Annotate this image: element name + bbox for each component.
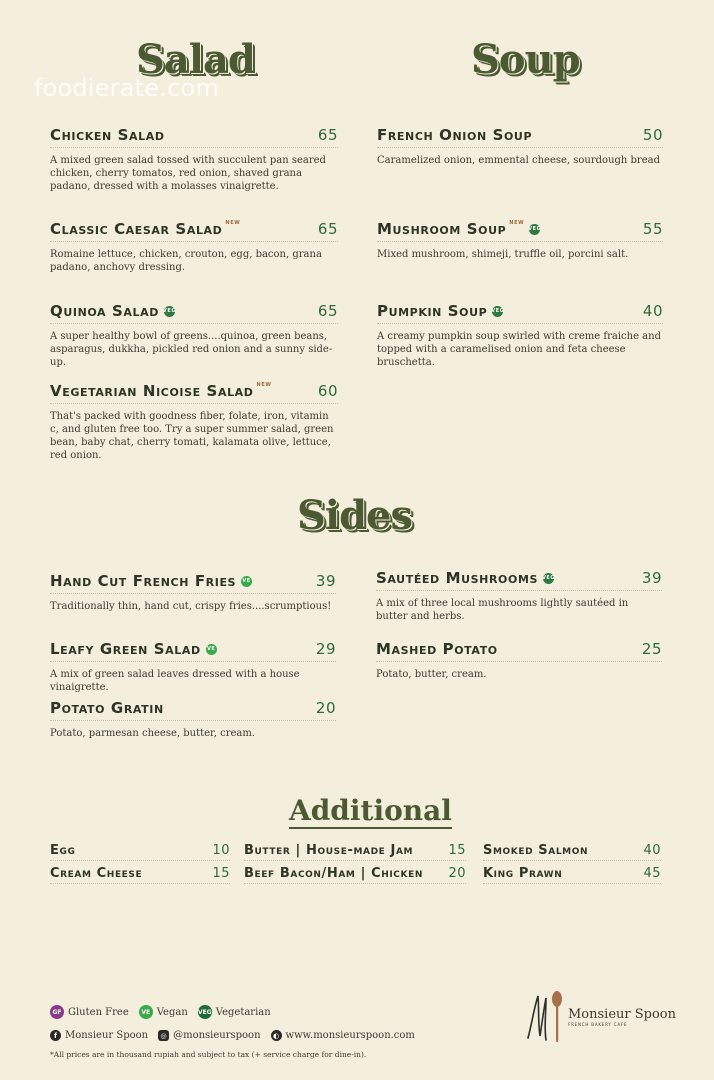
additional-item-smoked-salmon xyxy=(483,843,661,861)
item-description: Caramelized onion, emmental cheese, sourdough bread xyxy=(377,155,660,166)
menu-item-chicken-salad xyxy=(50,126,338,193)
new-tag: NEW xyxy=(256,382,272,388)
item-name: Beef Bacon/Ham | Chicken xyxy=(244,866,423,881)
additional-item-cream-cheese xyxy=(50,866,230,884)
item-description: A super healthy bowl of greens....quinoa, green beans, asparagus, dukkha, pickled red onion and a sunny side-up. xyxy=(50,331,333,368)
menu-item-potato-gratin xyxy=(50,699,336,740)
item-name: French Onion Soup xyxy=(377,126,533,144)
item-price: 15 xyxy=(448,843,466,858)
monogram-spoon-icon xyxy=(524,988,566,1046)
item-name: Mashed Potato xyxy=(376,640,498,658)
item-name: Potato Gratin xyxy=(50,699,164,717)
item-price: 20 xyxy=(315,699,336,717)
gluten-free-label: Gluten Free xyxy=(68,1006,129,1018)
brand-name: Monsieur Spoon xyxy=(568,1007,677,1022)
menu-item-pumpkin-soup xyxy=(377,302,663,369)
menu-item-mashed-potato xyxy=(376,640,662,681)
item-name: Chicken Salad xyxy=(50,126,165,144)
additional-heading: Additional xyxy=(289,794,452,827)
vegetarian-icon: VEG xyxy=(198,1005,212,1019)
item-price: 50 xyxy=(642,126,663,144)
item-price: 40 xyxy=(643,843,661,858)
item-name: Leafy Green Salad xyxy=(50,640,201,658)
item-name: Egg xyxy=(50,843,76,858)
additional-item-butter-jam xyxy=(244,843,466,861)
item-price: 20 xyxy=(448,866,466,881)
price-note: *All prices are in thousand rupiah and subject to tax (+ service charge for dine-in). xyxy=(50,1050,367,1059)
instagram-icon: ◎ xyxy=(158,1030,169,1041)
item-description: Mixed mushroom, shimeji, truffle oil, porcini salt. xyxy=(377,249,629,260)
facebook-icon: f xyxy=(50,1030,61,1041)
watermark: foodierate.com xyxy=(34,74,219,102)
item-price: 39 xyxy=(315,572,336,590)
item-description: A mix of three local mushrooms lightly sautéed in butter and herbs. xyxy=(376,598,629,622)
menu-item-hand-cut-french-fries xyxy=(50,572,336,613)
vegan-label: Vegan xyxy=(156,1006,188,1018)
gluten-free-icon: GF xyxy=(50,1005,64,1019)
facebook-link[interactable]: Monsieur Spoon xyxy=(65,1030,149,1041)
item-description: A creamy pumpkin soup swirled with creme fraiche and topped with a caramelised onion and feta cheese bruschetta. xyxy=(377,331,661,368)
vegetarian-icon: VEG xyxy=(492,306,503,317)
salad-heading: Salad xyxy=(136,36,255,83)
item-price: 55 xyxy=(642,220,663,238)
menu-item-leafy-green-salad xyxy=(50,640,336,694)
item-description: Traditionally thin, hand cut, crispy fries....scrumptious! xyxy=(50,601,332,612)
brand-subtitle: FRENCH BAKERY CAFE xyxy=(568,1022,628,1027)
item-name: Hand Cut French Fries xyxy=(50,572,237,590)
item-price: 65 xyxy=(317,126,338,144)
soup-heading: Soup xyxy=(471,36,580,83)
social-links xyxy=(50,1030,425,1041)
menu-item-mushroom-soup xyxy=(377,220,663,261)
website-link[interactable]: www.monsieurspoon.com xyxy=(285,1030,415,1041)
menu-item-quinoa-salad xyxy=(50,302,338,369)
item-price: 25 xyxy=(641,640,662,658)
dietary-legend xyxy=(50,1005,281,1019)
item-name: Smoked Salmon xyxy=(483,843,589,858)
vegan-icon: VE xyxy=(241,576,252,587)
item-name: Sautéed Mushrooms xyxy=(376,569,539,587)
vegetarian-icon: VEG xyxy=(543,573,554,584)
vegan-icon: VE xyxy=(139,1005,153,1019)
item-description: Potato, parmesan cheese, butter, cream. xyxy=(50,728,256,739)
item-name: Pumpkin Soup xyxy=(377,302,488,320)
item-name: Butter | House-made Jam xyxy=(244,843,414,858)
additional-item-egg xyxy=(50,843,230,861)
item-name: Cream Cheese xyxy=(50,866,143,881)
item-price: 39 xyxy=(641,569,662,587)
item-name: Classic Caesar Salad xyxy=(50,220,223,238)
instagram-link[interactable]: @monsieurspoon xyxy=(173,1030,261,1041)
item-price: 45 xyxy=(643,866,661,881)
item-name: King Prawn xyxy=(483,866,563,881)
menu-item-vegetarian-nicoise-salad xyxy=(50,382,338,462)
vegetarian-icon: VEG xyxy=(164,306,175,317)
item-price: 60 xyxy=(317,382,338,400)
item-description: A mixed green salad tossed with succulent pan seared chicken, cherry tomatos, red onion, shaved grana padano, dressed with a molasses vinaigrette. xyxy=(50,155,326,192)
item-description: Potato, butter, cream. xyxy=(376,669,487,680)
sides-heading: Sides xyxy=(297,492,413,539)
new-tag: NEW xyxy=(509,220,525,226)
item-name: Quinoa Salad xyxy=(50,302,159,320)
menu-item-french-onion-soup xyxy=(377,126,663,167)
additional-item-king-prawn xyxy=(483,866,661,884)
item-name: Mushroom Soup xyxy=(377,220,507,238)
menu-item-sauteed-mushrooms xyxy=(376,569,662,623)
vegan-icon: VE xyxy=(206,644,217,655)
item-price: 15 xyxy=(212,866,230,881)
item-price: 65 xyxy=(317,302,338,320)
item-description: That's packed with goodness fiber, folate, iron, vitamin c, and gluten free too. Try a super summer salad, green bean, baby chat, cherry tomati, kalamata olive, lettuce, red onion. xyxy=(50,411,334,461)
item-price: 65 xyxy=(317,220,338,238)
item-description: Romaine lettuce, chicken, crouton, egg, bacon, grana padano, anchovy dressing. xyxy=(50,249,322,273)
vegetarian-label: Vegetarian xyxy=(215,1006,271,1018)
item-price: 29 xyxy=(315,640,336,658)
new-tag: NEW xyxy=(225,220,241,226)
vegetarian-icon: VEG xyxy=(529,224,540,235)
item-name: Vegetarian Nicoise Salad xyxy=(50,382,254,400)
item-price: 10 xyxy=(212,843,230,858)
item-price: 40 xyxy=(642,302,663,320)
menu-item-classic-caesar-salad xyxy=(50,220,338,274)
additional-item-beef-bacon-chicken xyxy=(244,866,466,884)
globe-icon: ◐ xyxy=(271,1030,282,1041)
brand-logo xyxy=(524,988,676,1046)
item-description: A mix of green salad leaves dressed with a house vinaigrette. xyxy=(50,669,300,693)
